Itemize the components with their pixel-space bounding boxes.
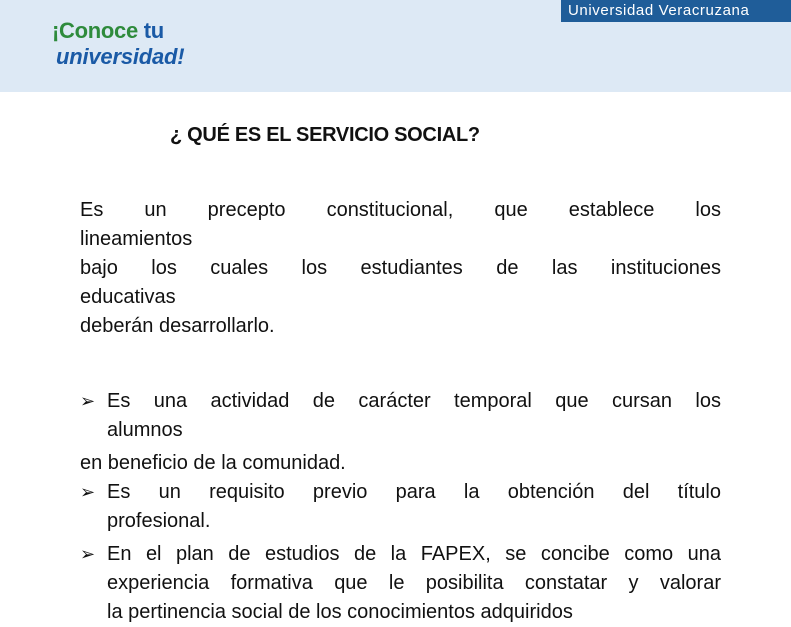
bullet-text: En el plan de estudios de la FAPEX, se concibe como una: [107, 543, 721, 565]
institution-banner: Universidad Veracruzana: [561, 0, 791, 22]
bullet-text: la pertinencia social de los conocimientos adquiridos: [107, 601, 573, 623]
paragraph-line: educativas: [80, 286, 176, 308]
bullet-text: Es un requisito previo para la obtención del título: [107, 481, 721, 503]
list-item: [80, 387, 721, 416]
bullet-text: Es una actividad de carácter temporal que cursan los: [107, 390, 721, 412]
page-header: [0, 0, 791, 92]
logo-line2: universidad!: [56, 44, 185, 69]
paragraph-line: deberán desarrollarlo.: [80, 315, 275, 337]
logo-line1-tu: tu: [143, 18, 164, 43]
page-title: ¿ QUÉ ES EL SERVICIO SOCIAL?: [170, 124, 480, 146]
arrow-bullet-icon: ➢: [80, 544, 96, 564]
bullet-list: [80, 387, 721, 627]
list-item: [80, 478, 721, 507]
bullet-text: profesional.: [107, 510, 211, 532]
paragraph-line: lineamientos: [80, 228, 193, 250]
bullet-text: en beneficio de la comunidad.: [80, 452, 346, 474]
logo-line1-prefix: ¡Conoce: [52, 18, 144, 43]
conoce-tu-universidad-logo: [50, 12, 210, 76]
paragraph-line: Es un precepto constitucional, que establece los: [80, 199, 721, 221]
intro-paragraph: [80, 196, 721, 341]
logo-line1: [52, 18, 164, 44]
paragraph-line: bajo los cuales los estudiantes de las instituciones: [80, 257, 721, 279]
arrow-bullet-icon: ➢: [80, 391, 96, 411]
bullet-text: experiencia formativa que le posibilita constatar y valorar: [107, 572, 721, 594]
arrow-bullet-icon: ➢: [80, 482, 96, 502]
bullet-text: alumnos: [107, 419, 183, 441]
list-item: [80, 540, 721, 569]
